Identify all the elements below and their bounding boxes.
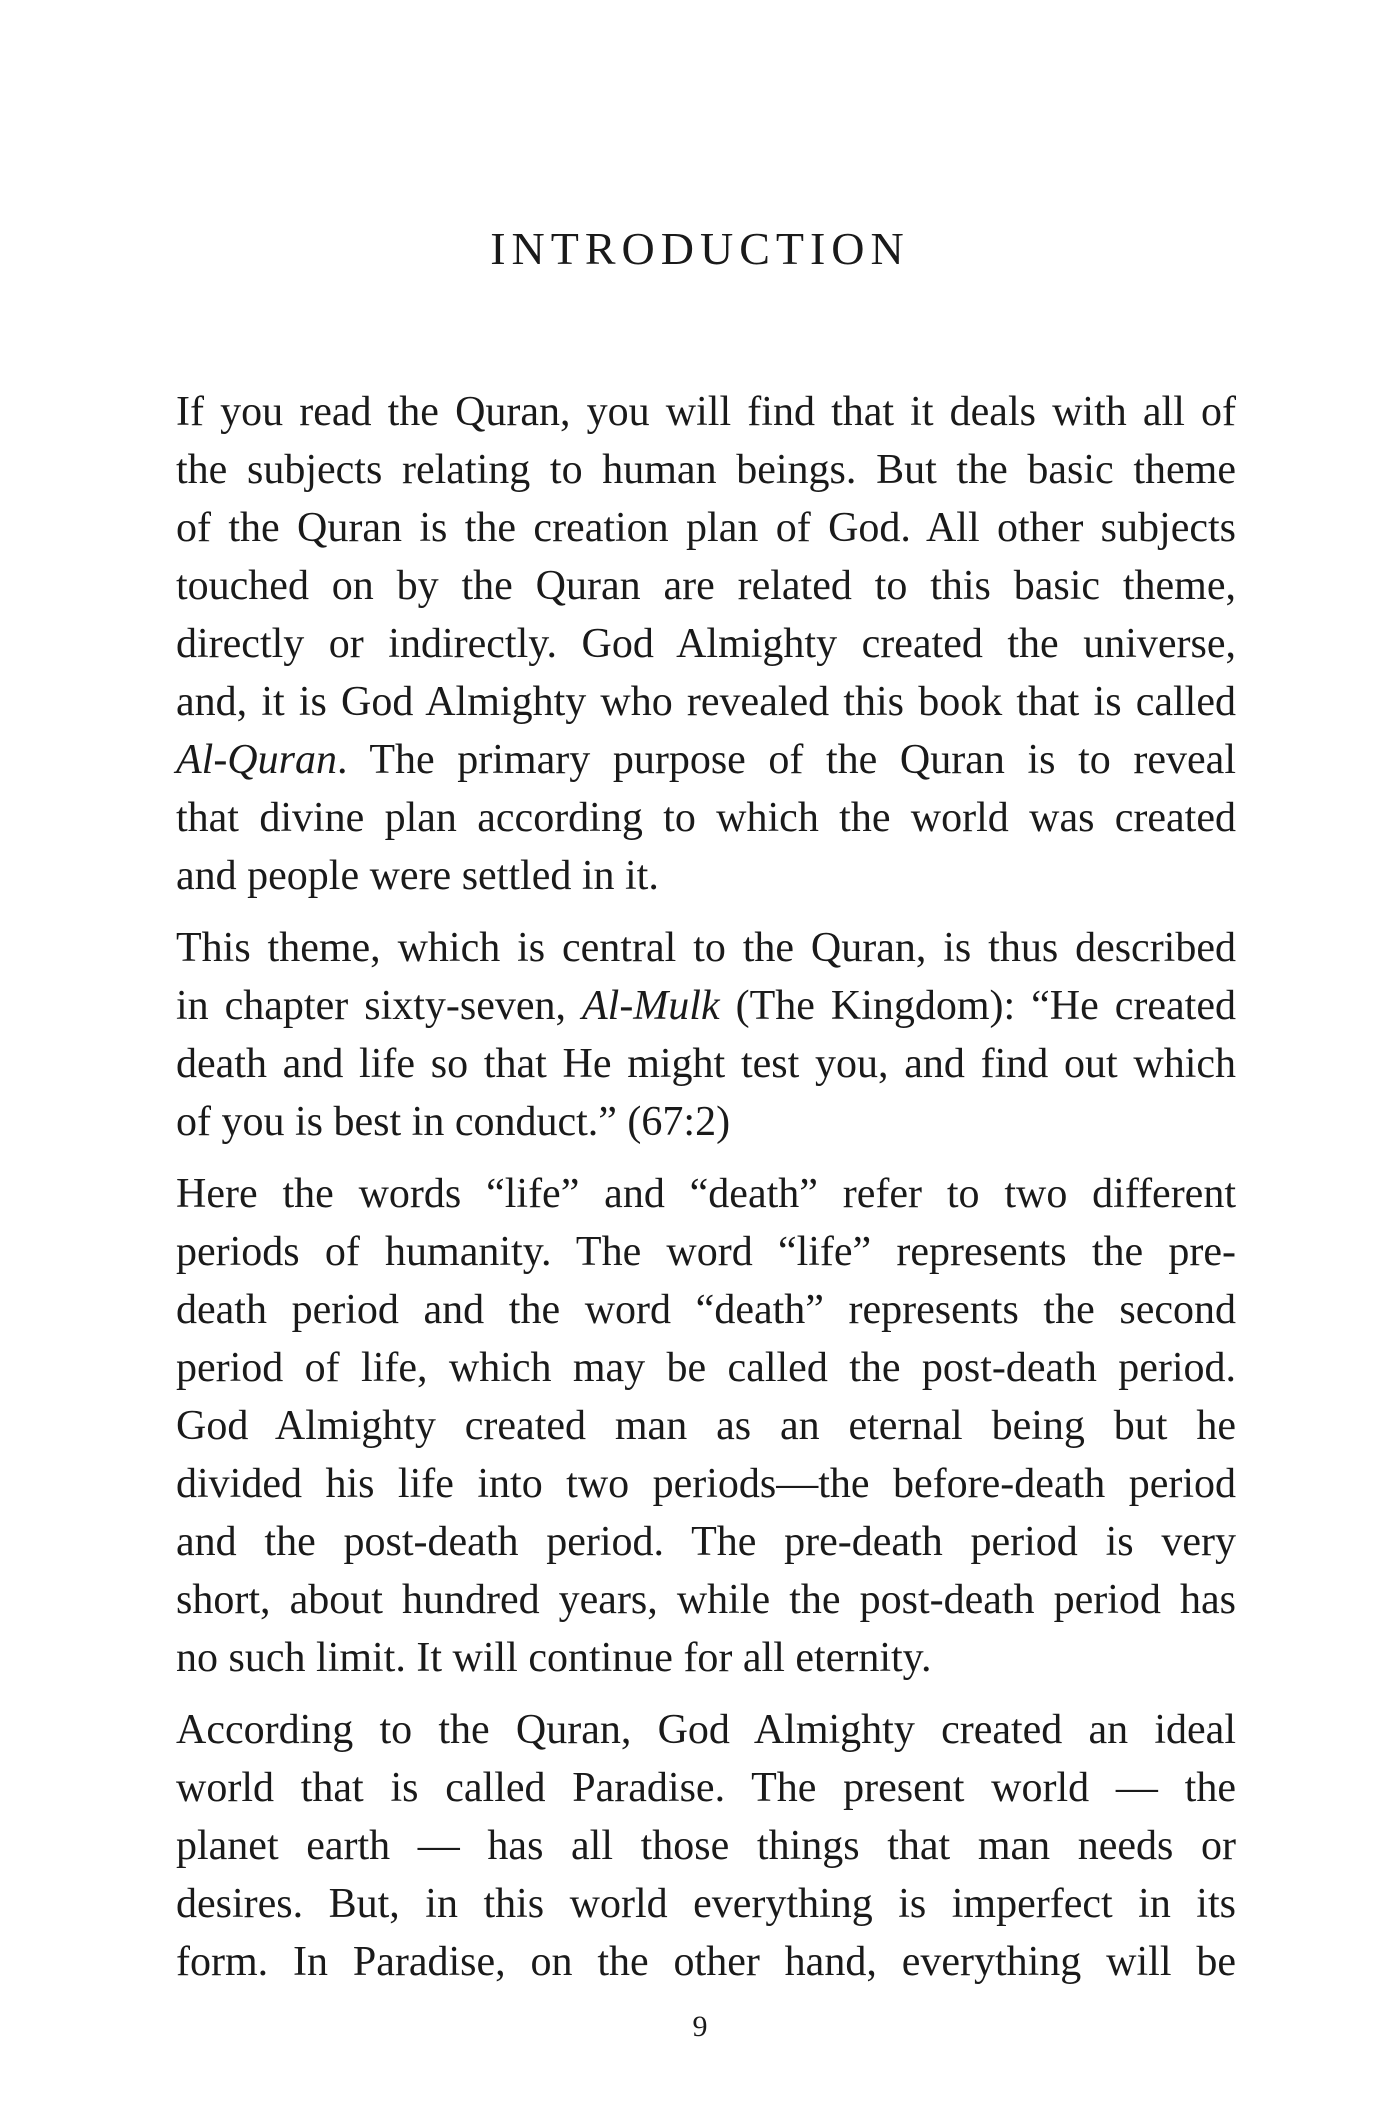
text-line: periods of humanity. The word “life” represents the pre-: [176, 1229, 1236, 1275]
text-line: [176, 977, 1236, 1035]
paragraph: [176, 919, 1236, 1151]
text-line: no such limit. It will continue for all eternity.: [176, 1635, 932, 1681]
text-line: Here the words “life” and “death” refer to two different: [176, 1171, 1236, 1217]
chapter-title: INTRODUCTION: [490, 223, 910, 274]
text-line: desires. But, in this world everything is imperfect in its: [176, 1881, 1236, 1927]
text-line: This theme, which is central to the Quran, is thus described: [176, 925, 1236, 971]
paragraph: [176, 1701, 1236, 1991]
page-number: 9: [692, 2010, 708, 2043]
text-line: of the Quran is the creation plan of God. All other subjects: [176, 505, 1236, 551]
text-line: If you read the Quran, you will find that it deals with all of: [176, 389, 1236, 435]
body-text: [176, 383, 1236, 2005]
text-line: that divine plan according to which the world was created: [176, 795, 1236, 841]
text-line: and the post-death period. The pre-death period is very: [176, 1519, 1236, 1565]
text-line: touched on by the Quran are related to this basic theme,: [176, 563, 1236, 609]
text-line: and, it is God Almighty who revealed this book that is called: [176, 679, 1236, 725]
text-line: death and life so that He might test you, and find out which: [176, 1041, 1236, 1087]
text-line: planet earth — has all those things that man needs or: [176, 1823, 1236, 1869]
text-segment: (The Kingdom): “He created: [719, 983, 1236, 1029]
paragraph: [176, 383, 1236, 905]
text-line: death period and the word “death” represents the second: [176, 1287, 1236, 1333]
text-line: the subjects relating to human beings. But the basic theme: [176, 447, 1236, 493]
text-line: divided his life into two periods—the before-death period: [176, 1461, 1236, 1507]
text-line: short, about hundred years, while the post-death period has: [176, 1577, 1236, 1623]
text-line: directly or indirectly. God Almighty created the universe,: [176, 621, 1236, 667]
text-line: of you is best in conduct.” (67:2): [176, 1099, 731, 1145]
text-line: [176, 731, 1236, 789]
text-line: world that is called Paradise. The present world — the: [176, 1765, 1236, 1811]
paragraph: [176, 1165, 1236, 1687]
text-line: and people were settled in it.: [176, 853, 659, 899]
text-line: period of life, which may be called the post-death period.: [176, 1345, 1236, 1391]
text-line: God Almighty created man as an eternal being but he: [176, 1403, 1236, 1449]
italic-term: Al-Quran: [176, 737, 337, 783]
text-segment: in chapter sixty-seven,: [176, 983, 582, 1029]
text-line: According to the Quran, God Almighty created an ideal: [176, 1707, 1236, 1753]
text-line: form. In Paradise, on the other hand, everything will be: [176, 1939, 1236, 1985]
italic-term: Al-Mulk: [582, 983, 720, 1029]
text-segment: . The primary purpose of the Quran is to reveal: [337, 737, 1236, 783]
